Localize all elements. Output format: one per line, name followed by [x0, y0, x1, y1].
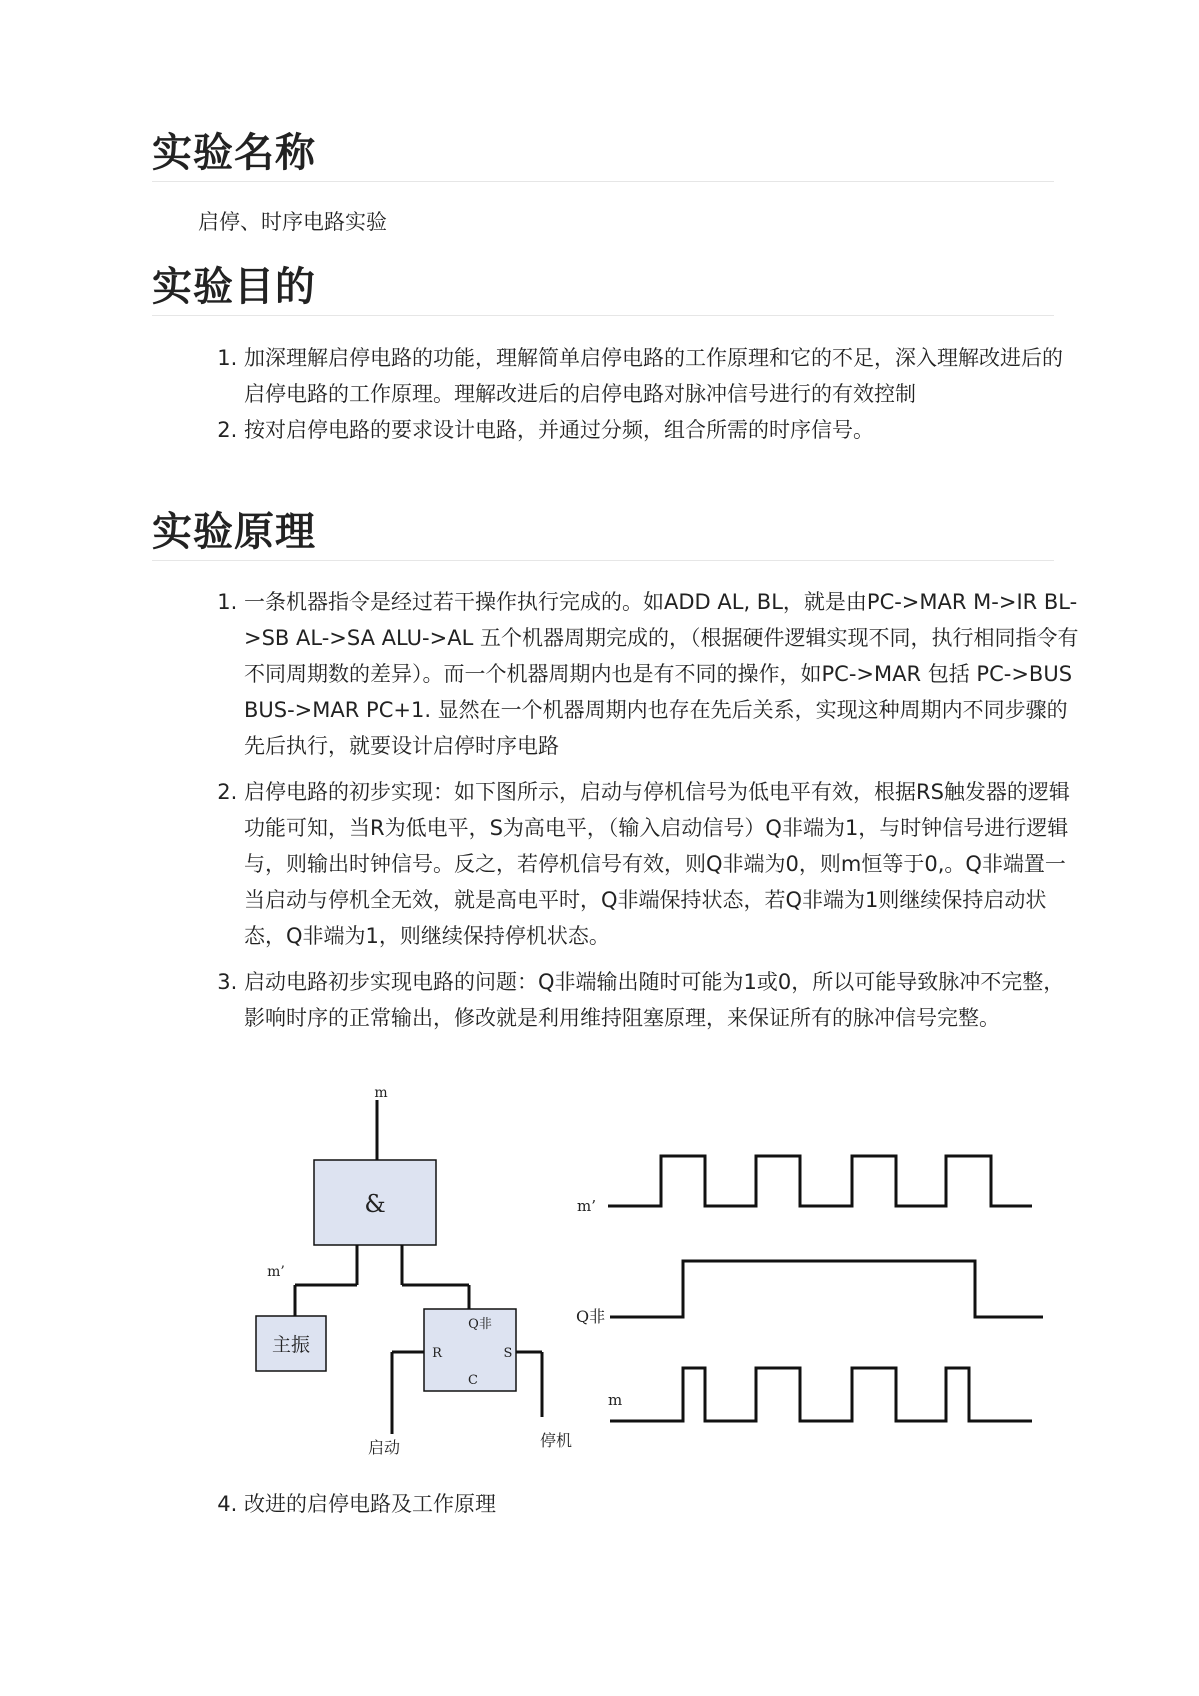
waveform-output-label: m: [608, 1391, 623, 1409]
output-m-label: m: [374, 1085, 388, 1101]
clock-waveform: [608, 1156, 1032, 1206]
list-item: 1. 一条机器指令是经过若干操作执行完成的。如ADD AL, BL，就是由PC->MAR M->IR BL->SB AL->SA ALU->AL 五个机器周期完成的，（根据硬件逻辑实现不同，执行相同指令有不同周期数的差异）。而一个机器周期内也是有不同的操作，如PC->MAR 包括 PC->BUS BUS->MAR PC+1. 显然在一个机器周期内也存在先后关系，实现这种周期内不同步骤的先后执行，就要设计启停时序电路: [244, 584, 1079, 764]
qbar-waveform: [610, 1261, 1043, 1317]
flipflop-r-label: R: [432, 1346, 442, 1361]
flipflop-q-label: Q非: [468, 1317, 492, 1332]
heading-experiment-purpose: 实验目的: [152, 264, 316, 310]
oscillator-label: 主振: [271, 1334, 311, 1356]
start-stop-circuit-diagram: [240, 1085, 1060, 1465]
heading-experiment-name: 实验名称: [152, 130, 316, 176]
heading-experiment-principle: 实验原理: [152, 509, 316, 555]
list-item: 1. 加深理解启停电路的功能，理解简单启停电路的工作原理和它的不足，深入理解改进后的启停电路的工作原理。理解改进后的启停电路对脉冲信号进行的有效控制: [244, 340, 1079, 412]
heading-divider: [152, 560, 1054, 561]
stop-label: 停机: [539, 1431, 573, 1450]
flipflop-c-label: C: [468, 1373, 478, 1388]
heading-divider: [152, 315, 1054, 316]
waveform-clock-label: m’: [577, 1197, 596, 1215]
start-label: 启动: [367, 1438, 401, 1457]
timing-waveforms: [608, 1156, 1043, 1421]
flipflop-s-label: S: [503, 1346, 513, 1361]
list-item: 3. 启动电路初步实现电路的问题：Q非端输出随时可能为1或0，所以可能导致脉冲不完整，影响时序的正常输出，修改就是利用维持阻塞原理，来保证所有的脉冲信号完整。: [244, 964, 1079, 1036]
clock-m-prime-label: m’: [267, 1264, 285, 1280]
experiment-name-text: 启停、时序电路实验: [198, 210, 387, 234]
list-item: 2. 按对启停电路的要求设计电路，并通过分频，组合所需的时序信号。: [244, 412, 1079, 448]
and-gate-symbol: &: [364, 1190, 386, 1218]
principle-list: [218, 584, 1079, 1036]
list-item: 2. 启停电路的初步实现：如下图所示，启动与停机信号为低电平有效，根据RS触发器的逻辑功能可知，当R为低电平，S为高电平，（输入启动信号）Q非端为1，与时钟信号进行逻辑与，则输出时钟信号。反之，若停机信号有效，则Q非端为0，则m恒等于0,。Q非端置一当启动与停机全无效，就是高电平时，Q非端保持状态，若Q非端为1则继续保持启动状态，Q非端为1，则继续保持停机状态。: [244, 774, 1079, 954]
waveform-qbar-label: Q非: [576, 1307, 606, 1326]
principle-list-continued: [218, 1486, 1079, 1522]
heading-divider: [152, 181, 1054, 182]
purpose-list: [218, 340, 1079, 448]
output-m-waveform: [610, 1368, 1032, 1421]
list-item: 4. 改进的启停电路及工作原理: [244, 1486, 1079, 1522]
